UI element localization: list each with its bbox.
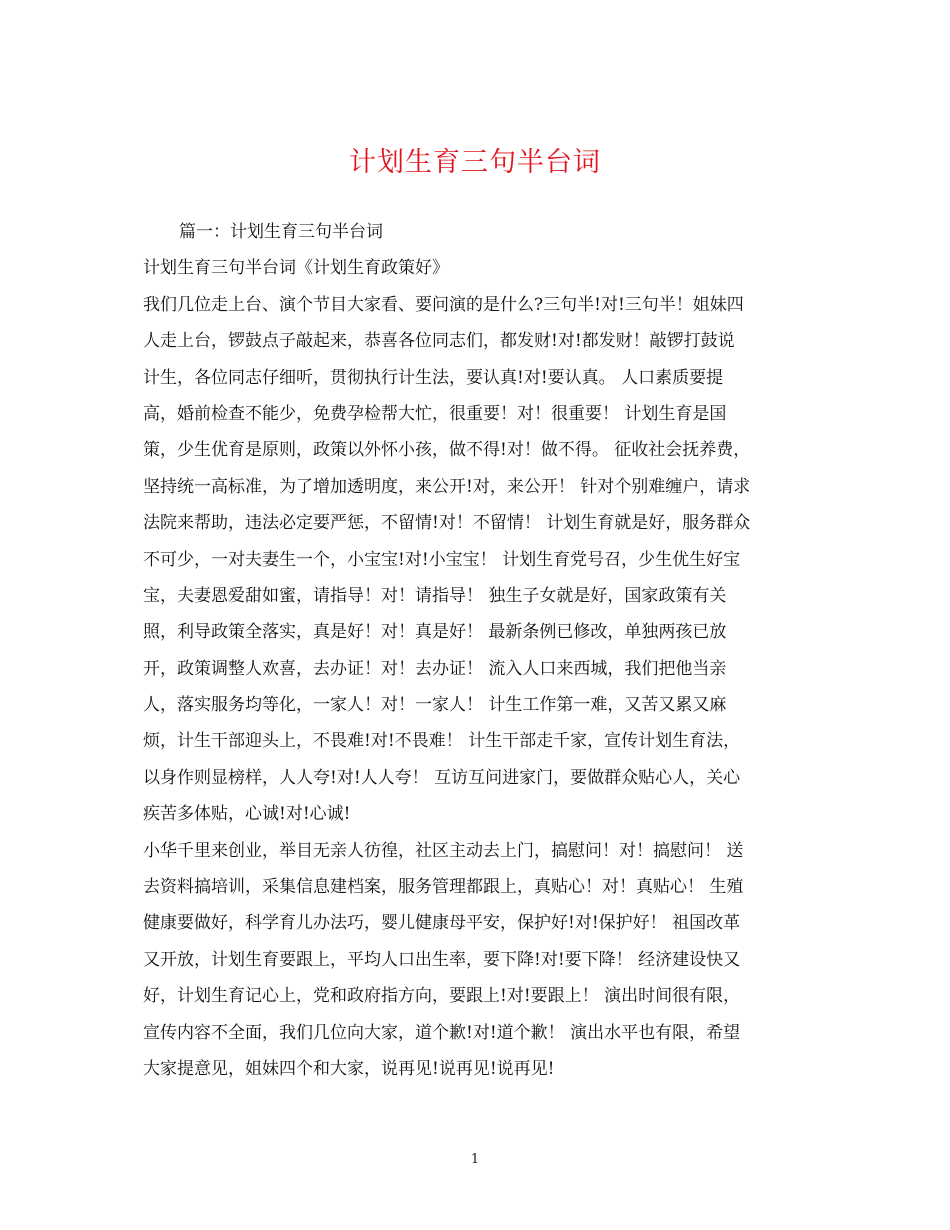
- text-line: 去资料搞培训，采集信息建档案，服务管理都跟上，真贴心！对！真贴心！ 生殖: [143, 877, 744, 898]
- text-line: 照，利导政策全落实，真是好！对！真是好！ 最新条例已修改，单独两孩已放: [143, 622, 727, 643]
- text-line: 宣传内容不全面，我们几位向大家，道个歉!对!道个歉！ 演出水平也有限，希望: [143, 1022, 741, 1043]
- text-line: 人，落实服务均等化，一家人！对！一家人！ 计生工作第一难，又苦又累又麻: [143, 695, 727, 716]
- text-line: 高，婚前检查不能少，免费孕检帮大忙，很重要！对！很重要！ 计划生育是国: [143, 403, 727, 424]
- text-line: 我们几位走上台、演个节目大家看、要问演的是什么?三句半!对!三句半！姐妹四: [143, 294, 744, 315]
- text-line: 烦，计生干部迎头上，不畏难!对!不畏难！ 计生干部走千家，宣传计划生育法，: [143, 731, 741, 752]
- text-line: 健康要做好，科学育儿办法巧，婴儿健康母平安，保护好!对!保护好！ 祖国改革: [143, 913, 741, 934]
- text-line: 大家提意见，姐妹四个和大家，说再见!说再见!说再见!: [143, 1058, 555, 1079]
- section-heading: 篇一：计划生育三句半台词: [179, 222, 383, 242]
- document-title: 计划生育三句半台词: [349, 147, 601, 178]
- text-line: 开，政策调整人欢喜，去办证！对！去办证！ 流入人口来西城，我们把他当亲: [143, 658, 727, 679]
- document-body: [143, 214, 813, 1087]
- text-line: 小华千里来创业，举目无亲人彷徨，社区主动去上门，搞慰问！对！搞慰问！ 送: [143, 840, 744, 861]
- text-line: 以身作则显榜样，人人夸!对!人人夸！ 互访互问进家门，要做群众贴心人，关心: [143, 767, 741, 788]
- text-line: 人走上台，锣鼓点子敲起来，恭喜各位同志们，都发财!对!都发财！敲锣打鼓说: [143, 331, 735, 352]
- text-line: 疾苦多体贴，心诚!对!心诚!: [143, 804, 351, 825]
- text-line: 不可少，一对夫妻生一个，小宝宝!对!小宝宝！ 计划生育党号召，少生优生好宝: [143, 549, 741, 570]
- text-line: 又开放，计划生育要跟上，平均人口出生率，要下降!对!要下降！ 经济建设快又: [143, 949, 741, 970]
- page-number: 1: [470, 1152, 480, 1167]
- subtitle-line: 计划生育三句半台词《计划生育政策好》: [143, 258, 449, 279]
- text-line: 好，计划生育记心上，党和政府指方向，要跟上!对!要跟上！ 演出时间很有限，: [143, 986, 741, 1007]
- text-line: 宝，夫妻恩爱甜如蜜，请指导！对！请指导！ 独生子女就是好，国家政策有关: [143, 585, 727, 606]
- text-line: 计生，各位同志仔细听，贯彻执行计生法，要认真!对!要认真。 人口素质要提: [143, 367, 724, 388]
- text-line: 策，少生优育是原则，政策以外怀小孩，做不得!对！做不得。 征收社会抚养费，: [143, 440, 751, 461]
- text-line: 法院来帮助，违法必定要严惩，不留情!对！不留情！ 计划生育就是好，服务群众: [143, 513, 751, 534]
- text-line: 坚持统一高标准，为了增加透明度，来公开!对，来公开！ 针对个别难缠户，请求: [143, 476, 751, 497]
